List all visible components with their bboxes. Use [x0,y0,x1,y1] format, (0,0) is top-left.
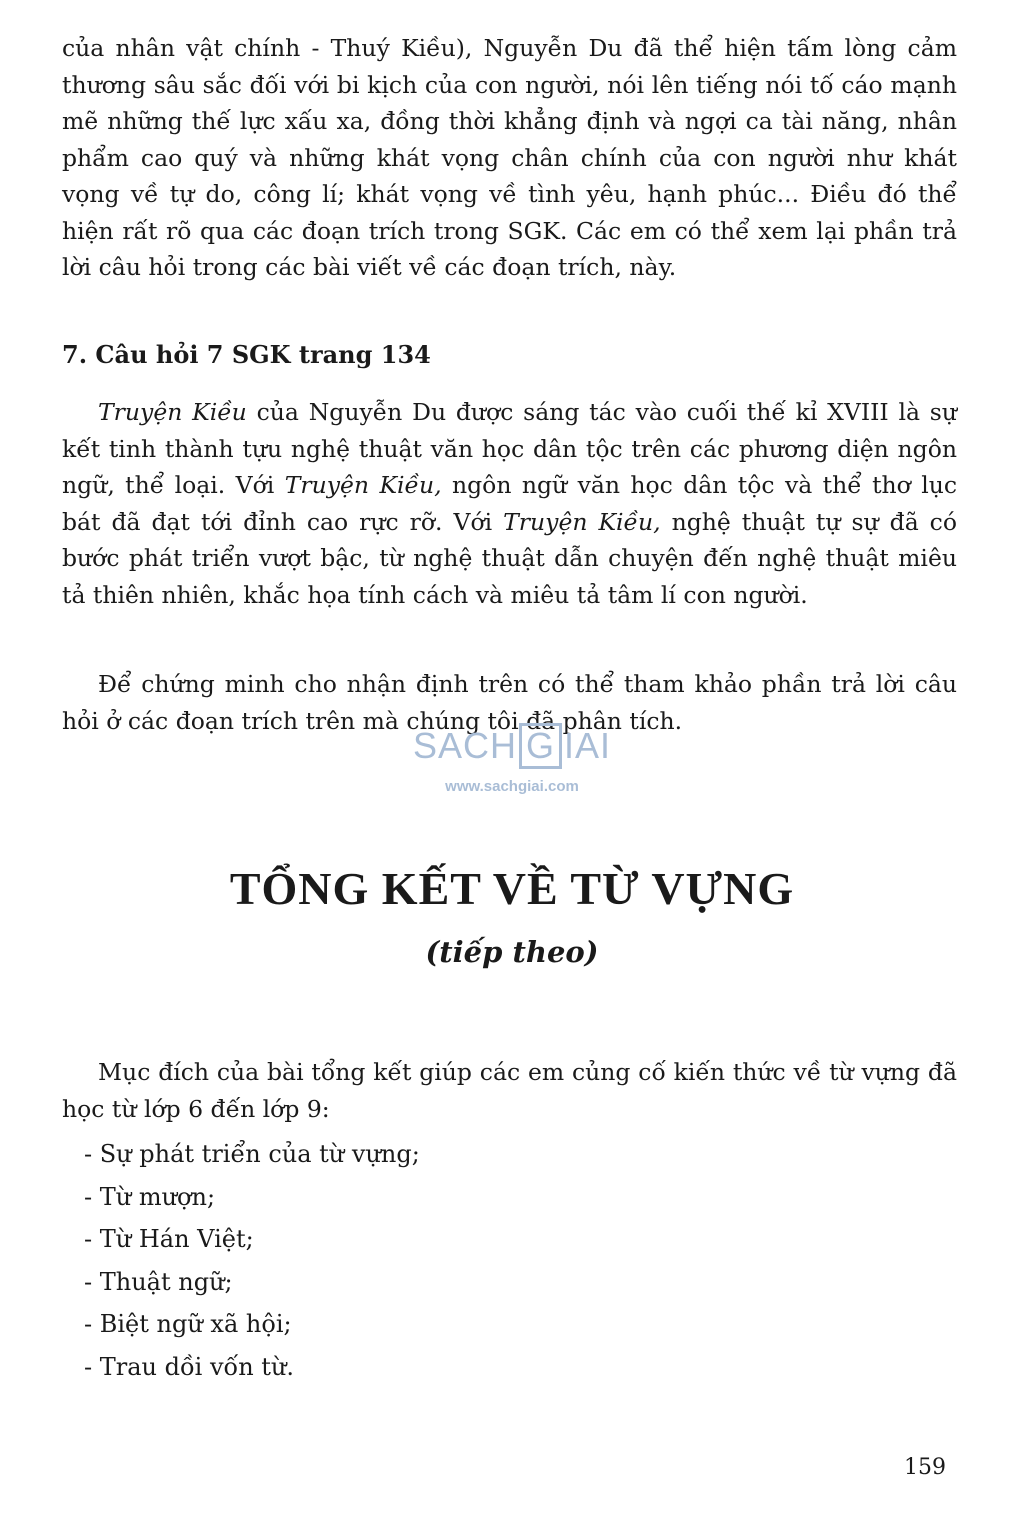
watermark [380,722,644,795]
page-title: TỔNG KẾT VỀ TỪ VỰNG [229,863,795,914]
watermark-logo-box: G [519,723,562,769]
italic-title: Truyện Kiều, [284,471,442,499]
watermark-logo [380,722,644,770]
section-heading: 7. Câu hỏi 7 SGK trang 134 [62,340,431,369]
list-item: - Biệt ngữ xã hội; [84,1310,292,1338]
watermark-url: www.sachgiai.com [445,778,579,795]
list-item: - Sự phát triển của từ vựng; [84,1140,420,1168]
page-number: 159 [904,1455,946,1480]
list-item: - Trau dồi vốn từ. [84,1352,295,1381]
paragraph-text: của Nguyễn Du được sáng tác vào cuối thế kỉ XVIII là sự kết tinh thành tựu nghệ thuật văn học dân tộc trên các phương diện ngôn ngữ, thể loại. Với [62,398,958,499]
page-subtitle: (tiếp theo) [425,935,599,969]
paragraph-text: nghệ thuật tự sự đã có bước phát triển vượt bậc, từ nghệ thuật dẫn chuyện đến nghệ thuật miêu tả thiên nhiên, khắc họa tính cách và miêu tả tâm lí con người. [62,507,957,609]
list-item: - Từ Hán Việt; [84,1225,254,1253]
paragraph-conclusion: Để chứng minh cho nhận định trên có thể tham khảo phần trả lời câu hỏi ở các đoạn trích trên mà chúng tôi đã phân tích. [62,670,957,735]
italic-title: Truyện Kiều, [503,507,661,536]
list-item: - Từ mượn; [84,1182,216,1211]
paragraph-continuation: của nhân vật chính - Thuý Kiều), Nguyễn Du đã thể hiện tấm lòng cảm thương sâu sắc đối với bi kịch của con người, nói lên tiếng nói tố cáo mạnh mẽ những thế lực xấu xa, đồng thời khẳng định và ngợi ca tài năng, nhân phẩm cao quý và những khát vọng chân chính của con người như khát vọng về tự do, công lí; khát vọng về tình yêu, hạnh phúc... Điều đó thể hiện rất rõ qua các đoạn trích trong SGK. Các em có thể xem lại phần trả lời câu hỏi trong các bài viết về các đoạn trích, này. [62,34,957,281]
paragraph-text: ngôn ngữ văn học dân tộc và thể thơ lục bát đã đạt tới đỉnh cao rực rỡ. Với [62,471,958,536]
list-item: - Thuật ngữ; [84,1267,233,1296]
watermark-logo-left: SACH [412,725,517,766]
intro-paragraph: Mục đích của bài tổng kết giúp các em củng cố kiến thức về từ vựng đã học từ lớp 6 đến lớp 9: [62,1058,957,1123]
topic-list [84,1133,420,1388]
watermark-logo-right: IAI [564,725,612,766]
italic-title: Truyện Kiều [98,398,247,426]
paragraph-truyen-kieu [62,394,957,613]
